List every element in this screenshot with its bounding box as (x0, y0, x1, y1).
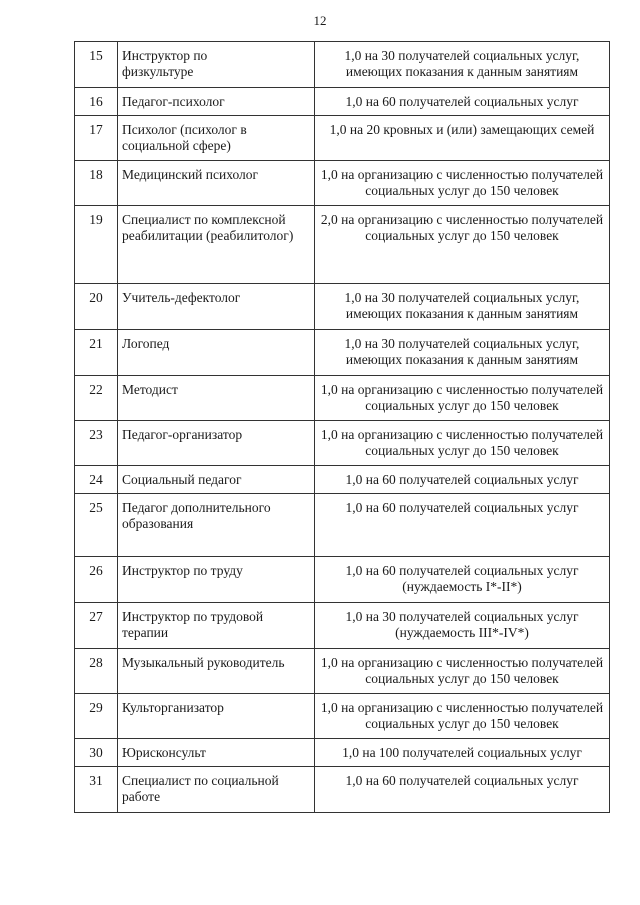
row-number: 30 (75, 739, 118, 767)
row-number: 27 (75, 603, 118, 649)
table-row (75, 739, 610, 767)
row-number: 20 (75, 284, 118, 330)
row-number: 18 (75, 161, 118, 206)
staffing-norm: 1,0 на 30 получателей социальных услуг, имеющих показания к данным занятиям (315, 330, 610, 376)
row-number: 19 (75, 206, 118, 284)
staffing-norm: 1,0 на организацию с численностью получателей социальных услуг до 150 человек (315, 421, 610, 466)
staffing-norm: 1,0 на организацию с численностью получателей социальных услуг до 150 человек (315, 694, 610, 739)
table-row (75, 161, 610, 206)
row-number: 31 (75, 767, 118, 813)
table-row (75, 88, 610, 116)
table-row (75, 116, 610, 161)
position-name: Музыкальный руководитель (118, 649, 315, 694)
position-name: Специалист по комплексной реабилитации (реабилитолог) (118, 206, 315, 284)
position-name: Юрисконсульт (118, 739, 315, 767)
table-row (75, 42, 610, 88)
table-row (75, 284, 610, 330)
position-name: Педагог дополнительного образования (118, 494, 315, 557)
position-name: Учитель-дефектолог (118, 284, 315, 330)
position-name: Методист (118, 376, 315, 421)
table-row (75, 376, 610, 421)
staffing-norm: 1,0 на 100 получателей социальных услуг (315, 739, 610, 767)
staffing-norm: 1,0 на 60 получателей социальных услуг (315, 466, 610, 494)
table-row (75, 421, 610, 466)
position-name: Социальный педагог (118, 466, 315, 494)
position-name: Медицинский психолог (118, 161, 315, 206)
table-row (75, 466, 610, 494)
staffing-norm: 1,0 на организацию с численностью получателей социальных услуг до 150 человек (315, 161, 610, 206)
position-name: Психолог (психолог в социальной сфере) (118, 116, 315, 161)
position-name: Педагог-психолог (118, 88, 315, 116)
table-row (75, 557, 610, 603)
row-number: 22 (75, 376, 118, 421)
table-row (75, 767, 610, 813)
staffing-norm: 1,0 на 60 получателей социальных услуг (315, 88, 610, 116)
position-name: Инструктор по физкультуре (118, 42, 315, 88)
table-row (75, 649, 610, 694)
table-row (75, 603, 610, 649)
table-row (75, 206, 610, 284)
row-number: 17 (75, 116, 118, 161)
row-number: 26 (75, 557, 118, 603)
staffing-norm: 1,0 на 60 получателей социальных услуг (315, 494, 610, 557)
row-number: 25 (75, 494, 118, 557)
table-row (75, 694, 610, 739)
row-number: 15 (75, 42, 118, 88)
staffing-norms-table (74, 41, 610, 813)
position-name: Инструктор по трудовой терапии (118, 603, 315, 649)
row-number: 16 (75, 88, 118, 116)
page-number: 12 (313, 13, 327, 28)
row-number: 28 (75, 649, 118, 694)
staffing-norm: 1,0 на 30 получателей социальных услуг, имеющих показания к данным занятиям (315, 284, 610, 330)
staffing-norm: 1,0 на 30 получателей социальных услуг (нуждаемость III*-IV*) (315, 603, 610, 649)
row-number: 23 (75, 421, 118, 466)
row-number: 21 (75, 330, 118, 376)
position-name: Инструктор по труду (118, 557, 315, 603)
staffing-norm: 1,0 на 60 получателей социальных услуг (нуждаемость I*-II*) (315, 557, 610, 603)
staffing-norm: 1,0 на организацию с численностью получателей социальных услуг до 150 человек (315, 376, 610, 421)
position-name: Культорганизатор (118, 694, 315, 739)
position-name: Логопед (118, 330, 315, 376)
position-name: Специалист по социальной работе (118, 767, 315, 813)
staffing-norm: 1,0 на 30 получателей социальных услуг, имеющих показания к данным занятиям (315, 42, 610, 88)
row-number: 29 (75, 694, 118, 739)
staffing-norm: 2,0 на организацию с численностью получателей социальных услуг до 150 человек (315, 206, 610, 284)
table-row (75, 494, 610, 557)
row-number: 24 (75, 466, 118, 494)
table-row (75, 330, 610, 376)
staffing-norm: 1,0 на 20 кровных и (или) замещающих семей (315, 116, 610, 161)
staffing-norm: 1,0 на организацию с численностью получателей социальных услуг до 150 человек (315, 649, 610, 694)
staffing-norm: 1,0 на 60 получателей социальных услуг (315, 767, 610, 813)
position-name: Педагог-организатор (118, 421, 315, 466)
